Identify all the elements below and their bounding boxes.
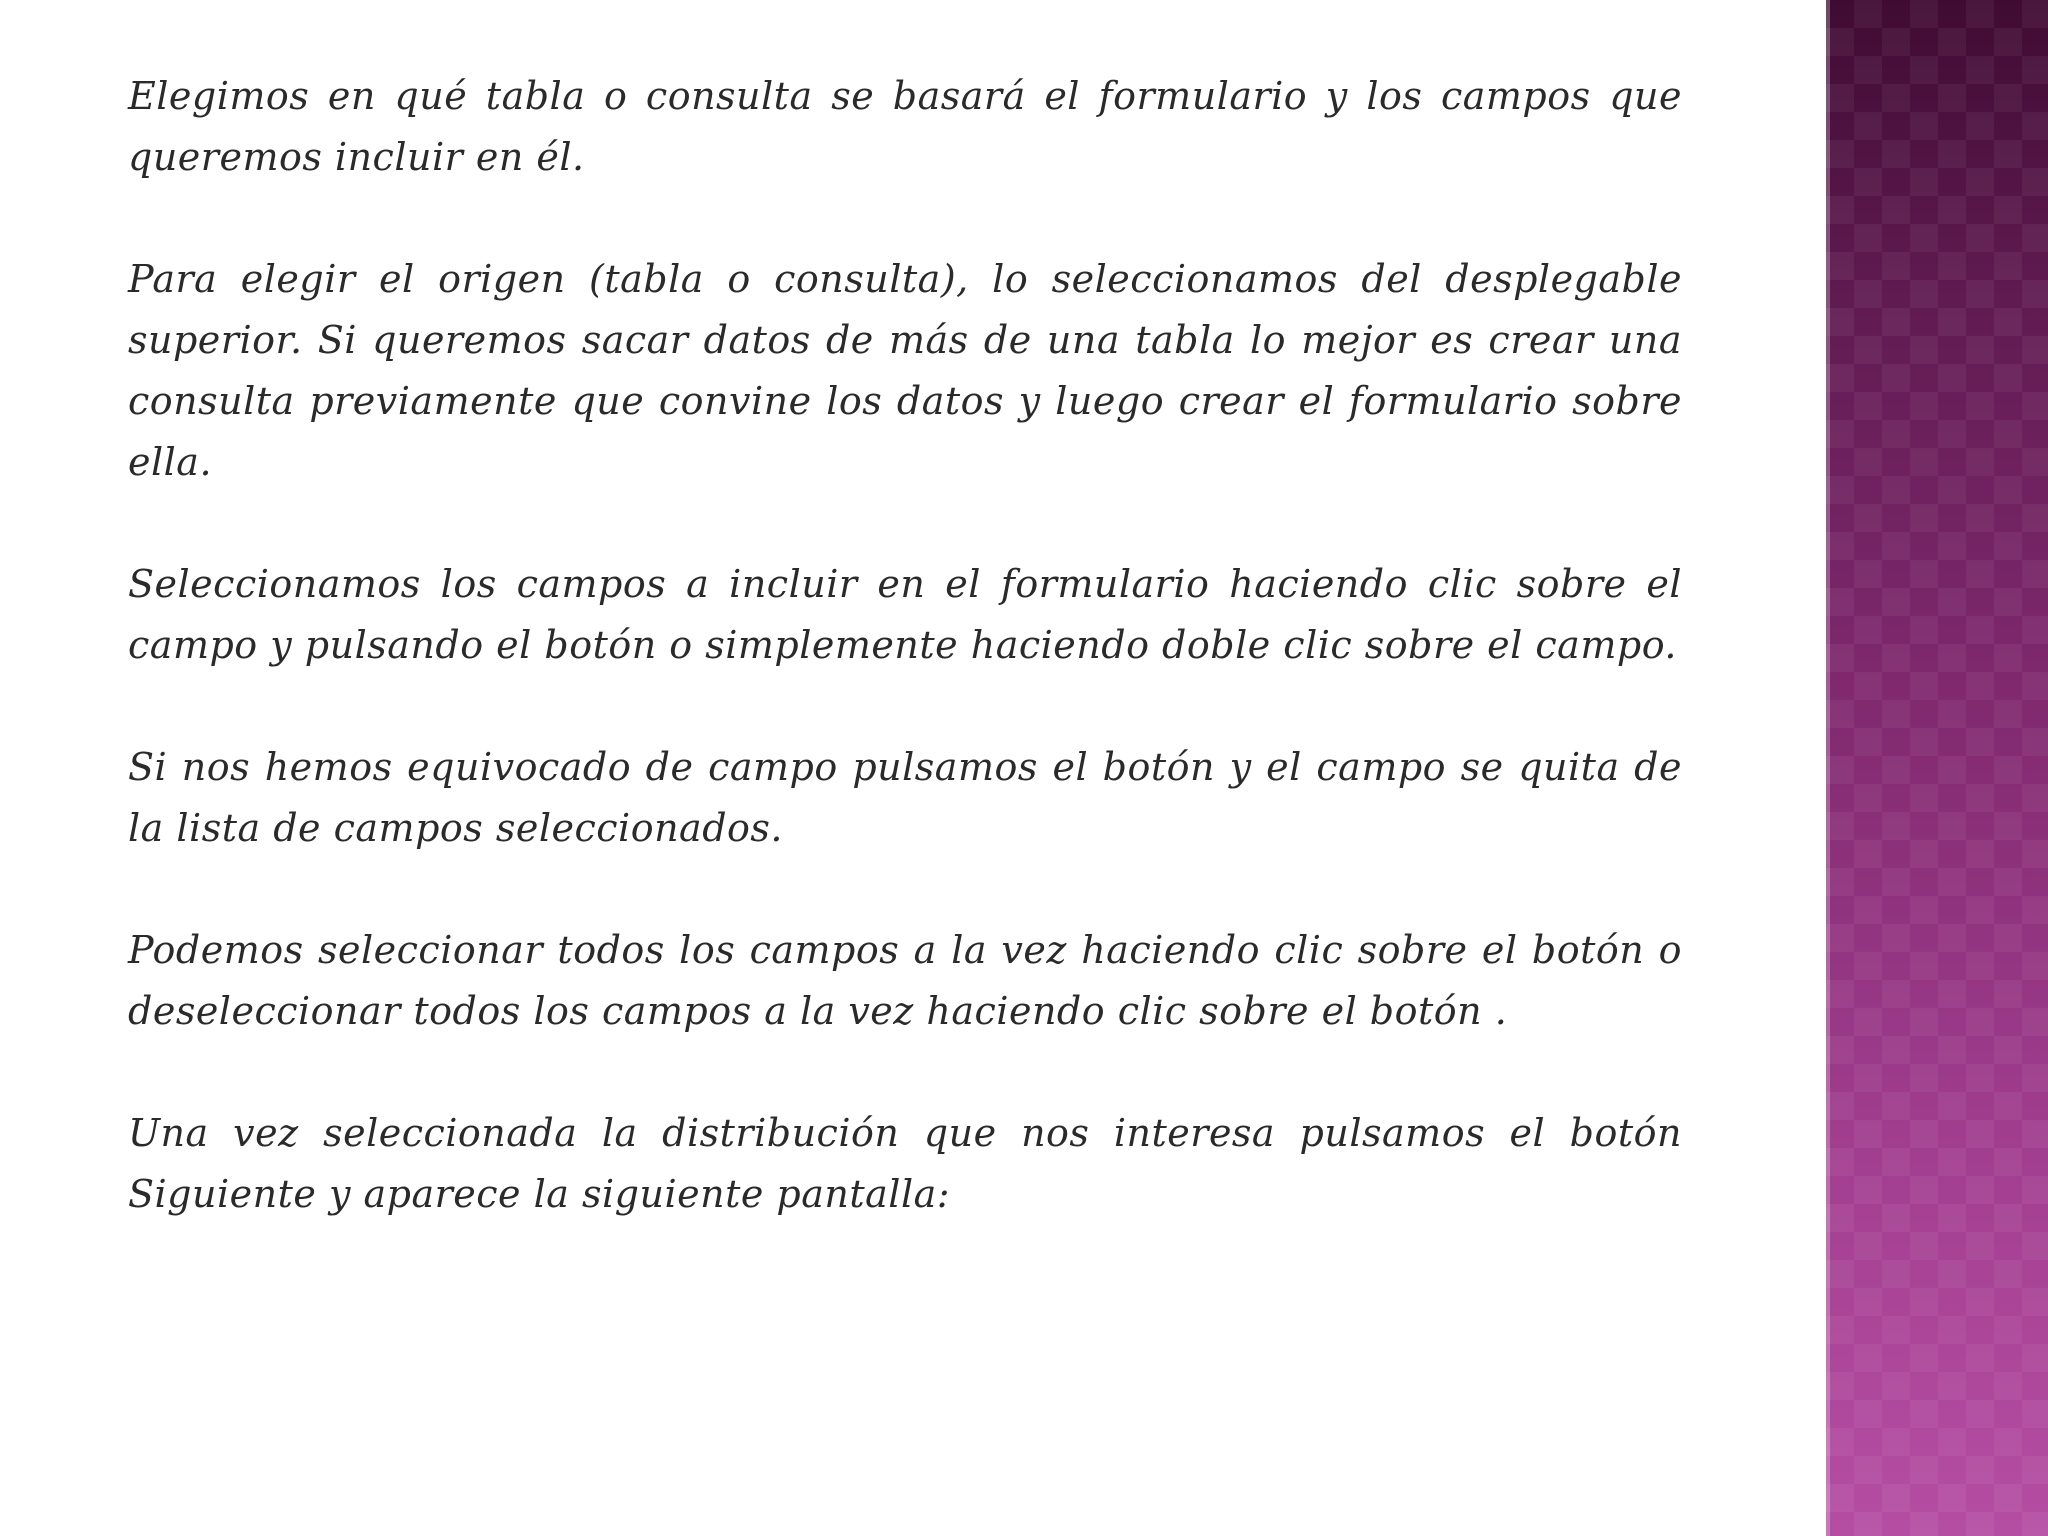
decorative-side-band xyxy=(1826,0,2048,1536)
diamond-pattern xyxy=(1826,0,2048,1536)
paragraph-choose-source: Para elegir el origen (tabla o consulta), lo seleccionamos del desplegable superior. Si queremos sacar datos de más de una tabla lo mejor es crear una consulta previamente que convine los datos y luego crear el formulario sobre ella. xyxy=(128,257,1682,484)
paragraph-remove-field: Si nos hemos equivocado de campo pulsamos el botón y el campo se quita de la lista de campos seleccionados. xyxy=(128,745,1682,850)
slide-body-text xyxy=(128,66,1682,1225)
band-edge-line xyxy=(1826,0,1830,1536)
paragraph-next-step: Una vez seleccionada la distribución que nos interesa pulsamos el botón Siguiente y aparece la siguiente pantalla: xyxy=(128,1111,1682,1216)
paragraph-select-fields: Seleccionamos los campos a incluir en el formulario haciendo clic sobre el campo y pulsando el botón o simplemente haciendo doble clic sobre el campo. xyxy=(128,562,1682,667)
paragraph-origin-intro: Elegimos en qué tabla o consulta se basará el formulario y los campos que queremos incluir en él. xyxy=(128,74,1682,179)
paragraph-select-all: Podemos seleccionar todos los campos a la vez haciendo clic sobre el botón o deseleccionar todos los campos a la vez haciendo clic sobre el botón . xyxy=(128,928,1682,1033)
